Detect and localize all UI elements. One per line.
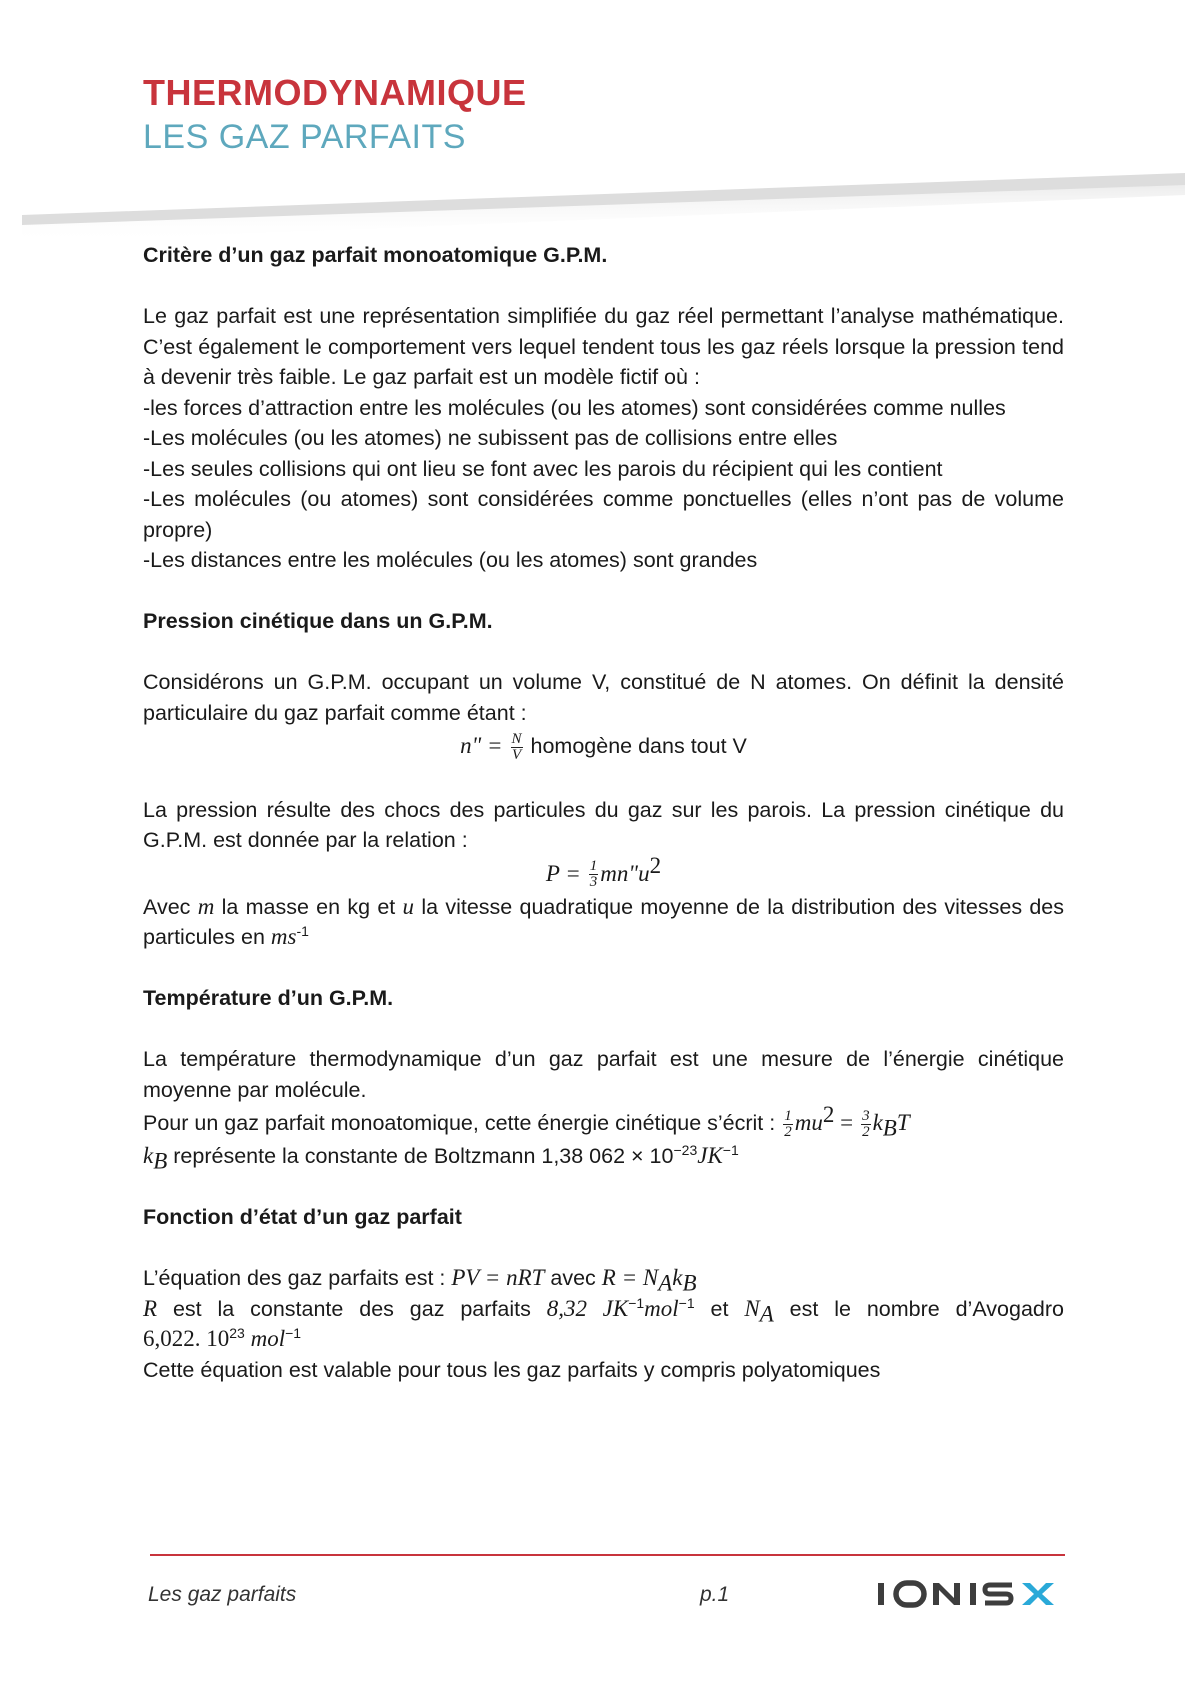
density-equation — [143, 728, 1064, 764]
pressure-paragraph-2: La pression résulte des chocs des particules du gaz sur les parois. La pression cinétique du G.P.M. est donnée par la relation : — [143, 797, 1064, 852]
section-heading-state-function: Fonction d’état d’un gaz parfait — [143, 1205, 462, 1229]
section-heading-temperature: Température d’un G.P.M. — [143, 986, 394, 1010]
footer-document-title: Les gaz parfaits — [148, 1583, 297, 1606]
fraction: $\frac{3}{2}$ — [862, 1107, 870, 1140]
eq-text: homogène dans tout V — [524, 734, 747, 758]
main-content — [143, 240, 1064, 1385]
section-heading-criteria: Critère d’un gaz parfait monoatomique G.P.M. — [143, 243, 608, 267]
boltzmann-constant: $k_B$ représente la constante de Boltzmann 1,38 $062 \times 10^{-23}JK^{-1}$ — [143, 1141, 739, 1174]
avogadro-line: 6,022. $10^{23}$ mol$^{-1}$ — [143, 1324, 302, 1351]
footer-divider — [150, 1554, 1065, 1556]
eq-lhs: n" = — [460, 733, 503, 758]
fraction: $\frac{1}{3}$ — [589, 858, 598, 891]
state-equation-line: L’équation des gaz parfaits est : PV = nRT avec $R = N_Ak_B$ — [143, 1265, 697, 1296]
pressure-paragraph-1: Considérons un G.P.M. occupant un volume V, constitué de N atomes. On définit la densité particulaire du gaz parfait comme étant : — [143, 670, 1064, 725]
section-heading-pressure: Pression cinétique dans un G.P.M. — [143, 609, 493, 633]
document-title: THERMODYNAMIQUE — [143, 72, 527, 113]
criteria-item: -Les molécules (ou atomes) sont considérées comme ponctuelles (elles n’ont pas de volume propre) — [143, 487, 1064, 542]
criteria-paragraph: Le gaz parfait est une représentation simplifiée du gaz réel permettant l’analyse mathématique. C’est également le comportement vers lequel tendent tous les gaz réels lorsque la pression tend à devenir très faible. Le gaz parfait est un modèle fictif où : — [143, 304, 1064, 389]
criteria-item: -Les molécules (ou les atomes) ne subissent pas de collisions entre elles — [143, 426, 838, 450]
eq-exponent: 2 — [649, 852, 662, 878]
temperature-paragraph-1: La température thermodynamique d’un gaz parfait est une mesure de l’énergie cinétique moyenne par molécule. — [143, 1047, 1064, 1102]
criteria-item: -les forces d’attraction entre les molécules (ou les atomes) sont considérées comme nulles — [143, 395, 1006, 420]
temperature-paragraph-2: Pour un gaz parfait monoatomique, cette énergie cinétique s’écrit : $\frac{1}{2}$ $mu^2$ = $\frac{3}{2}$ $k_BT$ — [143, 1101, 910, 1141]
state-equation-note: Cette équation est valable pour tous les gaz parfaits y compris polyatomiques — [143, 1357, 881, 1382]
pressure-paragraph-3: Avec m la masse en kg et u la vitesse quadratique moyenne de la distribution des vitesses des particules en $ms^{-1}$ — [143, 893, 1065, 949]
gas-constant-line: R est la constante des gaz parfaits 8,32 $JK^{-1}mol^{-1}$ et $N_A$ est le nombre d’Avogadro — [143, 1294, 1064, 1326]
criteria-item: -Les seules collisions qui ont lieu se font avec les parois du récipient qui les contient — [143, 456, 943, 481]
fraction: $\frac{N}{V}$ — [511, 730, 522, 763]
document-subtitle: LES GAZ PARFAITS — [143, 118, 466, 156]
eq-rhs: mn"u — [600, 860, 650, 886]
eq-lhs: P = — [545, 860, 581, 886]
criteria-item: -Les distances entre les molécules (ou les atomes) sont grandes — [143, 548, 758, 572]
pressure-equation — [143, 852, 1064, 892]
footer-page-number: p.1 — [700, 1583, 730, 1606]
ionisx-logo — [876, 1578, 1061, 1610]
fraction: $\frac{1}{2}$ — [784, 1107, 792, 1140]
